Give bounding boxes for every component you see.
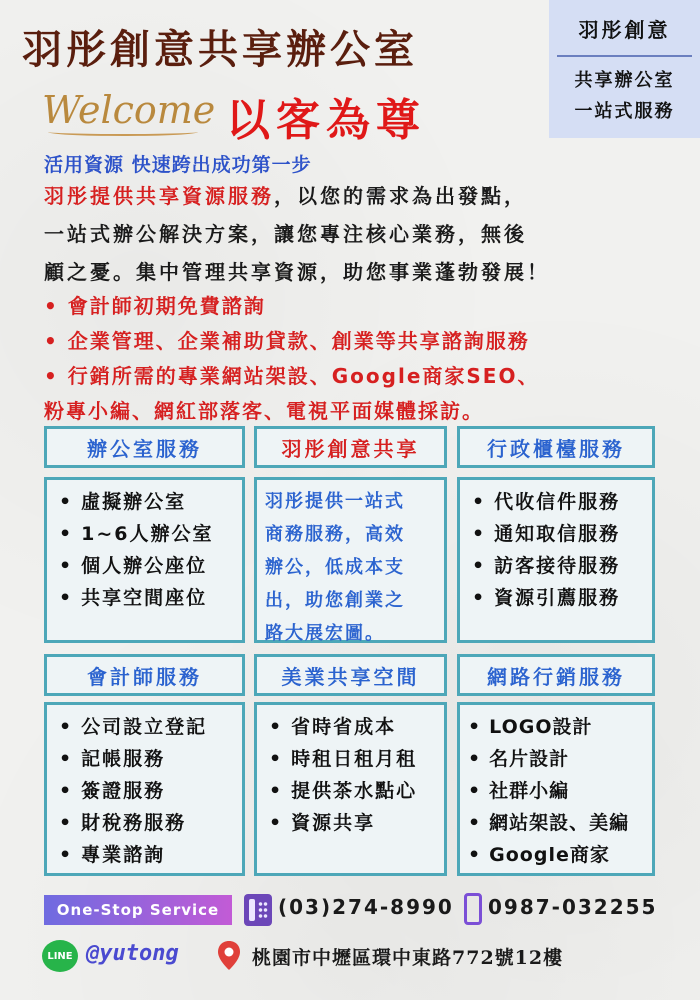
list-item: • 虛擬辦公室 <box>59 486 242 518</box>
corner-divider <box>557 55 692 57</box>
corner-brand-name: 羽彤創意 <box>578 18 671 42</box>
corner-line-1: 共享辦公室 <box>574 70 675 91</box>
center-description-box <box>254 477 447 643</box>
list-item: • 專業諮詢 <box>59 839 242 871</box>
intro-bullet: • 行銷所需的專業網站架設、Google商家SEO、 <box>44 364 540 388</box>
one-stop-service-badge: One-Stop Service <box>44 895 232 925</box>
corner-line-2: 一站式服務 <box>574 101 675 122</box>
list-item: • 社群小編 <box>468 775 652 807</box>
description-line: 出，助您創業之 <box>265 590 405 611</box>
list-item: • 資源共享 <box>269 807 444 839</box>
list-item: • 訪客接待服務 <box>472 550 652 582</box>
line-id[interactable]: @yutong <box>86 941 179 966</box>
list-item: • Google商家 <box>468 839 652 871</box>
intro-bullet: • 會計師初期免費諮詢 <box>44 294 266 318</box>
page-title: 羽彤創意共享辦公室 <box>22 27 418 73</box>
list-item: • 簽證服務 <box>59 775 242 807</box>
list-item: • 省時省成本 <box>269 711 444 743</box>
marketing-services-box <box>457 702 655 876</box>
intro-bullet: • 企業管理、企業補助貸款、創業等共享諮詢服務 <box>44 329 530 353</box>
list-item: • 時租日租月租 <box>269 743 444 775</box>
list-item: • 1~6人辦公室 <box>59 518 242 550</box>
center-brand-header: 羽彤創意共享 <box>254 426 447 468</box>
intro-line-1-rest: ，以您的需求為出發點， <box>274 184 527 208</box>
list-item: • 公司設立登記 <box>59 711 242 743</box>
description-line: 羽彤提供一站式 <box>265 491 405 512</box>
list-item: • 提供茶水點心 <box>269 775 444 807</box>
office-services-header: 辦公室服務 <box>44 426 245 468</box>
admin-services-box <box>457 477 655 643</box>
list-item: • 記帳服務 <box>59 743 242 775</box>
list-item: • 財稅務服務 <box>59 807 242 839</box>
marketing-services-header: 網路行銷服務 <box>457 654 655 696</box>
address: 桃園市中壢區環中東路772號12樓 <box>252 947 564 969</box>
list-item: • 名片設計 <box>468 743 652 775</box>
description-line: 路大展宏圖。 <box>265 623 385 644</box>
intro-line-2: 一站式辦公解決方案，讓您專注核心業務，無後 <box>44 222 527 246</box>
office-services-box <box>44 477 245 643</box>
welcome-swash <box>48 128 198 136</box>
list-item: • 代收信件服務 <box>472 486 652 518</box>
slogan: 以客為尊 <box>226 95 426 146</box>
beauty-space-header: 美業共享空間 <box>254 654 447 696</box>
list-item: • 共享空間座位 <box>59 582 242 614</box>
mobile-phone-icon <box>464 893 482 925</box>
telephone-icon <box>244 894 272 926</box>
corner-brand-card <box>549 0 700 138</box>
accountant-services-header: 會計師服務 <box>44 654 245 696</box>
tagline: 活用資源 快速跨出成功第一步 <box>44 154 312 176</box>
location-pin-icon <box>216 940 242 972</box>
beauty-space-box <box>254 702 447 876</box>
line-app-icon: LINE <box>42 940 78 972</box>
accountant-services-box <box>44 702 245 876</box>
description-line: 商務服務，高效 <box>265 524 405 545</box>
intro-line-1 <box>44 180 527 209</box>
list-item: • 個人辦公座位 <box>59 550 242 582</box>
list-item: • 資源引薦服務 <box>472 582 652 614</box>
welcome-script: Welcome <box>42 88 216 132</box>
admin-services-header: 行政櫃檯服務 <box>457 426 655 468</box>
list-item: • 通知取信服務 <box>472 518 652 550</box>
intro-highlight: 羽彤提供共享資源服務 <box>44 184 274 208</box>
list-item: • 網站架設、美編 <box>468 807 652 839</box>
mobile-number[interactable]: 0987-032255 <box>488 895 658 919</box>
telephone-number[interactable]: (03)274-8990 <box>278 895 454 919</box>
intro-bullet-continued: 粉專小編、網紅部落客、電視平面媒體採訪。 <box>44 399 484 423</box>
intro-line-3: 顧之憂。集中管理共享資源，助您事業蓬勃發展！ <box>44 260 550 284</box>
list-item: • LOGO設計 <box>468 711 652 743</box>
description-line: 辦公，低成本支 <box>265 557 405 578</box>
